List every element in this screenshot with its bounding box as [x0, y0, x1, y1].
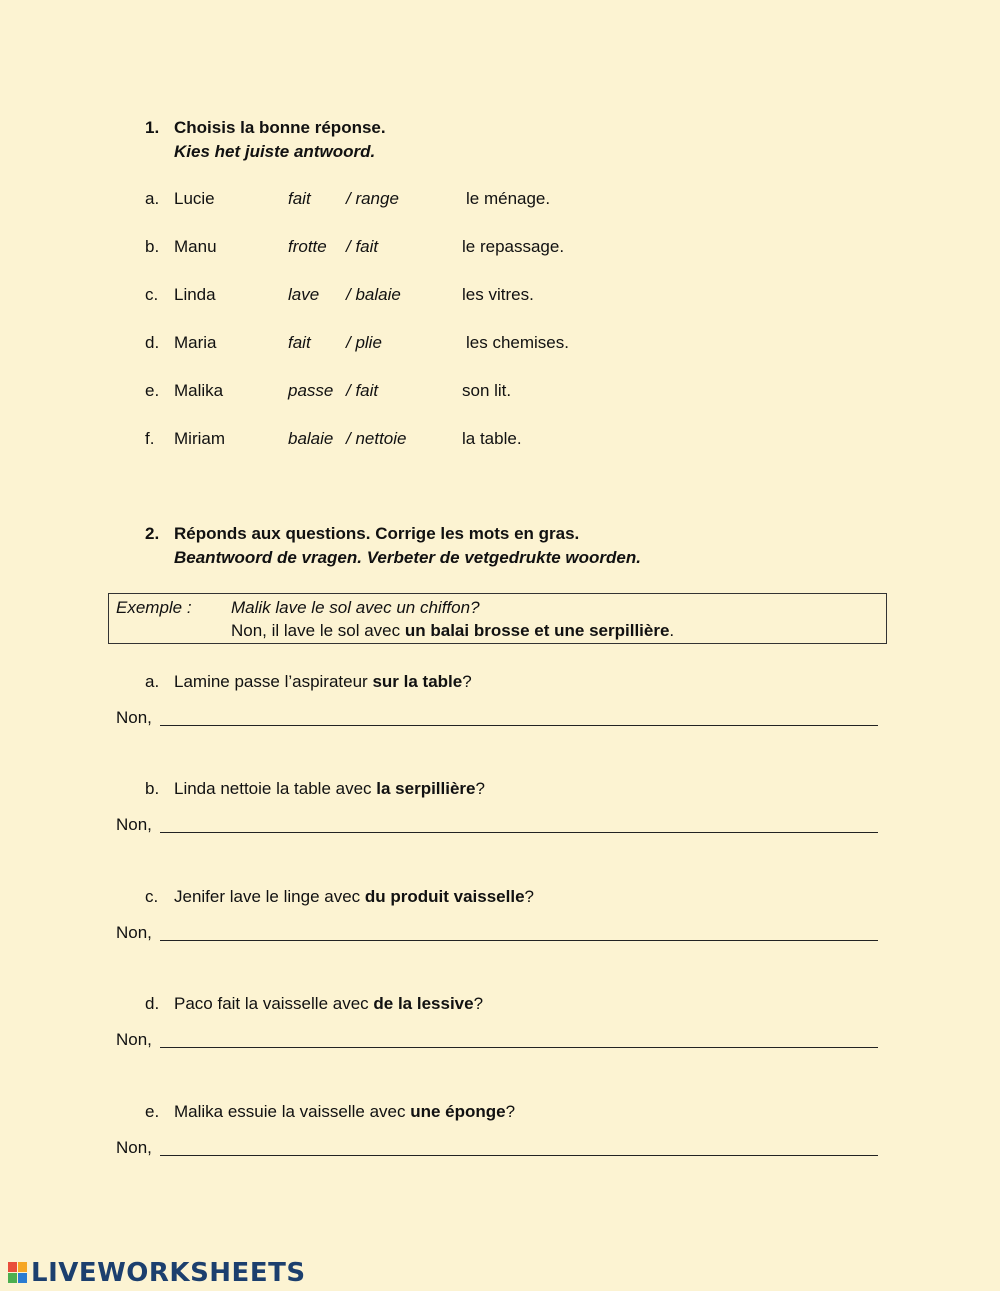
answer-line[interactable]: [160, 725, 878, 726]
question-letter: a.: [145, 672, 160, 691]
row-letter: e.: [145, 381, 160, 400]
example-answer-prefix: Non, il lave le sol avec: [231, 621, 405, 640]
option-1[interactable]: fait: [288, 189, 311, 208]
exercise2-number: 2.: [145, 524, 160, 543]
option-1[interactable]: lave: [288, 285, 320, 304]
option-2[interactable]: / nettoie: [346, 429, 407, 448]
option-2[interactable]: / fait: [346, 381, 379, 400]
question-letter: b.: [145, 779, 160, 798]
question-letter: e.: [145, 1102, 160, 1121]
row-letter: a.: [145, 189, 160, 208]
row-letter: b.: [145, 237, 160, 256]
logo-mark-square: [18, 1262, 27, 1272]
logo-text: LIVEWORKSHEETS: [31, 1258, 306, 1288]
question-text: [174, 672, 472, 692]
answer-line[interactable]: [160, 940, 878, 941]
question-letter: c.: [145, 887, 159, 906]
answer-line[interactable]: [160, 1047, 878, 1048]
question-text-end: ?: [524, 887, 535, 906]
answer-label: Non,: [116, 708, 152, 727]
option-1[interactable]: balaie: [288, 429, 334, 448]
row-name: Maria: [174, 333, 217, 352]
question-text-plain: Paco fait la vaisselle avec: [174, 994, 374, 1013]
option-2[interactable]: / balaie: [346, 285, 401, 304]
question-text-bold: la serpillière: [376, 779, 476, 798]
row-name: Malika: [174, 381, 224, 400]
row-letter: d.: [145, 333, 160, 352]
question-letter: d.: [145, 994, 160, 1013]
row-name: Manu: [174, 237, 217, 256]
answer-label: Non,: [116, 815, 152, 834]
question-text-plain: Lamine passe l’aspirateur: [174, 672, 373, 691]
example-answer: [231, 621, 674, 641]
question-text-bold: de la lessive: [373, 994, 474, 1013]
logo-mark-square: [8, 1262, 17, 1272]
option-2[interactable]: / plie: [346, 333, 382, 352]
question-text-bold: sur la table: [372, 672, 463, 691]
example-question: Malik lave le sol avec un chiffon?: [231, 598, 480, 617]
logo-mark-icon: [8, 1262, 28, 1284]
option-2[interactable]: / fait: [346, 237, 379, 256]
row-ending: le ménage.: [466, 189, 551, 208]
option-1[interactable]: passe: [288, 381, 334, 400]
option-1[interactable]: fait: [288, 333, 311, 352]
example-label: Exemple :: [116, 598, 192, 617]
question-text-end: ?: [473, 994, 484, 1013]
row-ending: les vitres.: [462, 285, 534, 304]
exercise1-number: 1.: [145, 118, 160, 137]
question-text: [174, 779, 485, 799]
exercise2-subtitle: Beantwoord de vragen. Verbeter de vetgedrukte woorden.: [174, 548, 641, 567]
logo-mark-square: [18, 1273, 27, 1283]
liveworksheets-logo[interactable]: [8, 1258, 306, 1288]
question-text: [174, 887, 534, 907]
row-name: Lucie: [174, 189, 215, 208]
example-answer-suffix: .: [669, 621, 675, 640]
row-letter: c.: [145, 285, 159, 304]
answer-label: Non,: [116, 923, 152, 942]
exercise1-title: Choisis la bonne réponse.: [174, 118, 386, 137]
row-name: Miriam: [174, 429, 225, 448]
question-text-end: ?: [475, 779, 485, 798]
exercise2-title: Réponds aux questions. Corrige les mots en gras.: [174, 524, 580, 543]
logo-mark-square: [8, 1273, 17, 1283]
row-ending: les chemises.: [466, 333, 569, 352]
question-text-plain: Malika essuie la vaisselle avec: [174, 1102, 411, 1121]
row-ending: son lit.: [462, 381, 512, 400]
question-text-bold: du produit vaisselle: [364, 887, 525, 906]
answer-label: Non,: [116, 1138, 152, 1157]
question-text: [174, 1102, 515, 1122]
row-ending: la table.: [462, 429, 522, 448]
question-text-plain: Linda nettoie la table avec: [174, 779, 377, 798]
row-letter: f.: [145, 429, 155, 448]
answer-line[interactable]: [160, 1155, 878, 1156]
row-name: Linda: [174, 285, 216, 304]
option-2[interactable]: / range: [346, 189, 399, 208]
row-ending: le repassage.: [462, 237, 565, 256]
option-1[interactable]: frotte: [288, 237, 327, 256]
question-text: [174, 994, 483, 1014]
answer-line[interactable]: [160, 832, 878, 833]
example-answer-bold: un balai brosse et une serpillière: [404, 621, 670, 640]
question-text-end: ?: [462, 672, 472, 691]
question-text-bold: une éponge: [410, 1102, 506, 1121]
question-text-end: ?: [505, 1102, 516, 1121]
exercise1-subtitle: Kies het juiste antwoord.: [174, 142, 376, 161]
answer-label: Non,: [116, 1030, 152, 1049]
question-text-plain: Jenifer lave le linge avec: [174, 887, 365, 906]
